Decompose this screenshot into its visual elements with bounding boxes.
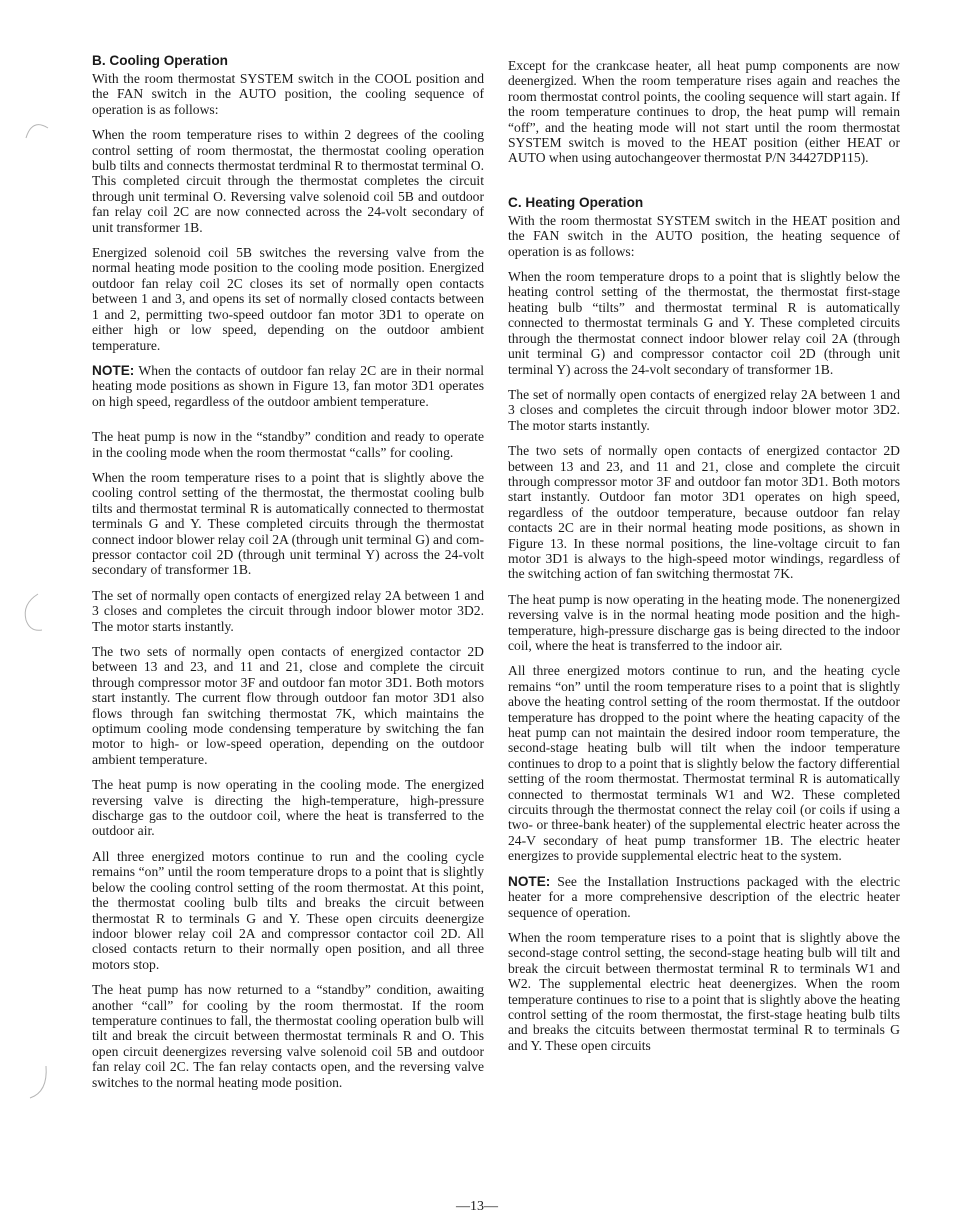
paragraph: With the room thermostat SYSTEM switch in the HEAT position and the FAN switch in the AUTO position, the heating sequence of operation is as follows: <box>508 212 900 259</box>
paragraph: The two sets of normally open contacts of energized contactor 2D between 13 and 23, and 11 and 21, close and complete the circuit through compressor motor 3F and outdoor fan motor 3D1. Both motors start instantly. Outdoor fan motor 3D1 operates on high speed, regardless of the outdoor temperature, because outdoor fan relay contacts 2C are in their normal heating mode positions, as shown in Figure 13. In these normal positions, the line-voltage circuit to fan motor 3D1 is always to the high-speed motor windings, regardless of the switching action of fan switching thermostat 7K. <box>508 443 900 582</box>
paragraph: All three energized motors continue to run, and the heating cycle remains “on” until the room temperature rises to a point that is slightly above the heating control setting of the room thermostat. If the outdoor temperature has dropped to the point where the heating capacity of the heat pump can not maintain the desired indoor room temperature, the second-stage heating bulb will tilt when the indoor temperature continues to drop to a point that is slightly below the factory differential setting of the room thermostat. Thermostat terminal R is automatically connected to thermostat terminals W1 and W2. These completed circuits through the thermostat connect the relay coil (or coils if using a two- or three-bank heater) of the supplemental electric heater across the 24-V secondary of heat pump transformer 1B. The electric heater energizes to provide supplemental electric heat to the system. <box>508 663 900 864</box>
paragraph: With the room thermostat SYSTEM switch in the COOL position and the FAN switch in the AUTO position, the cooling sequence of operation is as follows: <box>92 71 484 117</box>
section-heading-cooling: B. Cooling Operation <box>92 53 228 68</box>
paragraph: When the room temperature rises to within 2 degrees of the cooling control setting of room thermostat, the thermostat cooling operation bulb tilts and connects thermostat terdminal R to thermostat terminal O. This completed circuit through the thermostat completes the circuit through unit terminal O. Reversing valve solenoid coil 5B and outdoor fan relay coil 2C are now connected across the 24-volt secondary of unit transformer 1B. <box>92 127 484 235</box>
note-paragraph <box>92 363 484 409</box>
paragraph: When the room temperature rises to a point that is slightly above the cooling control setting of the thermostat, the thermostat cooling bulb tilts and thermostat terminal R is automatically connected to thermostat terminals G and Y. These completed circuits through the thermostat connect indoor blower relay coil 2A (through unit terminal G) and compressor contactor coil 2D (through unit terminal Y) across the 24-volt secondary of transformer 1B. <box>92 469 484 578</box>
paragraph: The set of normally open contacts of energized relay 2A between 1 and 3 closes and completes the circuit through indoor blower motor 3D2. The motor starts instantly. <box>508 386 900 433</box>
paragraph: The set of normally open contacts of energized relay 2A between 1 and 3 closes and completes the circuit through indoor blower motor 3D2. The motor starts instantly. <box>92 587 484 634</box>
note-label: NOTE: <box>92 362 135 378</box>
paragraph: Energized solenoid coil 5B switches the reversing valve from the normal heating mode position to the cooling mode position. Energized outdoor fan relay coil 2C closes its set of normally open contacts between 1 and 3, and opens its set of normally closed contacts between 1 and 2, permitting two-speed outdoor fan motor 3D1 to operate on either high or low speed, depending on the outdoor ambient temperature. <box>92 245 484 353</box>
paragraph: The heat pump is now in the “standby” condition and ready to operate in the cooling mode when the room thermostat “calls” for cooling. <box>92 429 484 460</box>
section-heading-heating: C. Heating Operation <box>508 194 644 210</box>
paragraph: The two sets of normally open contacts of energized contactor 2D between 13 and 23, and 11 and 21, close and complete the circuit through compressor motor 3F and outdoor fan motor 3D1. Both motors start instantly. The current flow through outdoor fan motor 3D1 also flows through fan switching thermostat 7K, which maintains the optimum cooling mode condensing temperature by switching the fan motor to high- or low-speed operation, depending on the outdoor ambient temperature. <box>92 644 484 767</box>
paragraph: When the room temperature drops to a point that is slightly below the heating control setting of the thermostat, the thermostat first-stage heating bulb “tilts” and thermostat terminal R is automatically connected to thermostat terminals G and Y. These completed circuits through the thermostat connect indoor blower relay coil 2A (through unit terminal G) and compressor contactor coil 2D (through unit terminal Y) across the 24-volt secondary of transformer 1B. <box>508 269 900 377</box>
note-text: See the Installation Instructions packaged with the electric heater for a more comprehensive description of the electric heater sequence of operation. <box>508 873 900 920</box>
paragraph: When the room temperature rises to a point that is slightly above the second-stage control setting, the second-stage heating bulb will tilt and break the circuit between thermostat terminal R to terminals W1 and W2. The supplemental electric heat deenergizes. When the room temperature continues to rise to a point that is slightly above the heating control setting of the room thermostat, the first-stage heating bulb tilts and breaks the citcuits between thermostat terminal R to terminals G and Y. These open circuits <box>508 929 900 1053</box>
left-column <box>92 52 484 1100</box>
paragraph: The heat pump is now operating in the heating mode. The nonenergized reversing valve is in the normal heating mode position and the high-temperature, high-pressure discharge gas is being directed to the indoor coil, where the heat is transferred to the indoor air. <box>508 591 900 653</box>
binder-hole-mark-top <box>22 112 52 142</box>
binder-hole-mark-middle <box>20 590 46 638</box>
page-number: —13— <box>456 1199 498 1214</box>
paragraph: All three energized motors continue to run and the cooling cycle remains “on” until the room temperature drops to a point that is slightly below the cooling control setting of the room thermostat. At this point, the thermostat cooling bulb tilts and breaks the circuit between thermostat R to terminals G and Y. These open circuits deenergize indoor blower relay coil 2A and compressor contactor coil 2D. All closed contacts return to their normally open position, and all three motors stop. <box>92 848 484 972</box>
note-paragraph <box>508 874 900 920</box>
paragraph: The heat pump is now operating in the cooling mode. The energized reversing valve is directing the high-temperature, high-pressure discharge gas to the outdoor coil, where the heat is transferred to the outdoor air. <box>92 777 484 839</box>
paragraph: Except for the crankcase heater, all heat pump components are now deenergized. When the room temperature rises again and reaches the room thermostat control points, the cooling sequence will start again. If the room temperature continues to drop, the heat pump will remain “off”, and the heating mode will not start until the room thermostat SYSTEM switch is moved to the HEAT position (either HEAT or AUTO when using autochangeover thermostat P/N 34427DP115). <box>508 58 900 166</box>
paragraph: The heat pump has now returned to a “standby” condition, awaiting another “call” for cooling by the room thermostat. If the room temperature continues to fall, the thermostat cooling operation bulb will tilt and break the circuit between thermostat terminals R and O. This open circuit deenergizes reversing valve solenoid coil 5B and outdoor fan relay coil 2C. The fan relay contacts open, and the reversing valve switches to the normal heating mode position. <box>92 982 484 1090</box>
binder-hole-mark-bottom <box>24 1062 52 1106</box>
note-label: NOTE: <box>508 873 551 889</box>
right-column <box>508 58 900 1063</box>
note-text: When the contacts of outdoor fan relay 2C are in their normal heating mode positions as shown in Figure 13, fan motor 3D1 operates on high speed, regardless of the outdoor ambient temperature. <box>92 362 484 409</box>
